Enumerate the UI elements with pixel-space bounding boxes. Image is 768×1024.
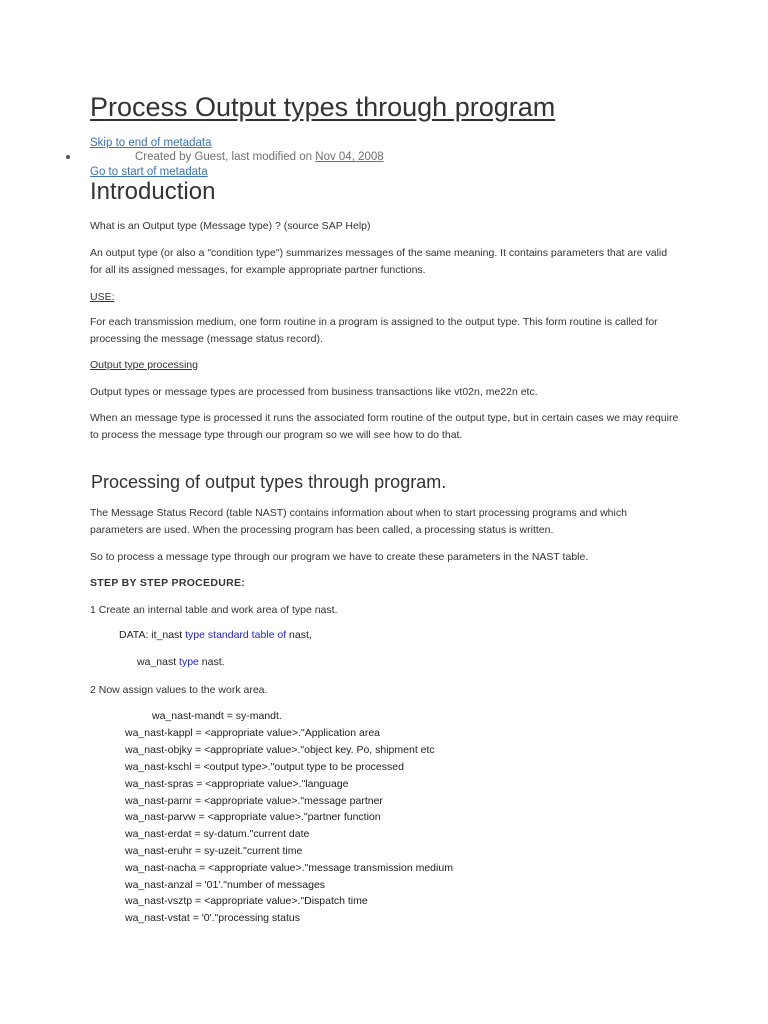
go-to-start-link[interactable]: Go to start of metadata — [90, 166, 208, 178]
processing-heading: Processing of output types through program. — [91, 472, 447, 492]
use-label: USE: — [90, 291, 115, 303]
skip-to-end-link[interactable]: Skip to end of metadata — [90, 137, 212, 149]
step-1-text: 1 Create an internal table and work area of type nast. — [90, 604, 338, 616]
output-type-processing-label: Output type processing — [90, 359, 198, 371]
processing-paragraph-parameters: So to process a message type through our program we have to create these parameters in the NAST table. — [90, 551, 589, 563]
code-line: wa_nast-nacha = <appropriate value>."message transmission medium — [125, 862, 453, 874]
code-line: wa_nast-parnr = <appropriate value>."message partner — [125, 795, 383, 807]
code-line: wa_nast-kappl = <appropriate value>."Application area — [125, 727, 381, 739]
step-2-text: 2 Now assign values to the work area. — [90, 684, 268, 696]
code-line: wa_nast-spras = <appropriate value>."language — [125, 778, 349, 790]
processing-paragraph-nast: The Message Status Record (table NAST) contains information about when to start processing programs and which parameters are used. When the processing program has been called, a processing status is written. — [90, 507, 627, 536]
intro-question: What is an Output type (Message type) ? (source SAP Help) — [90, 220, 371, 232]
code-token: nast. — [198, 656, 225, 668]
code-token: DATA: it_nast — [119, 629, 186, 641]
code-line-work-area — [137, 656, 225, 668]
introduction-heading: Introduction — [90, 178, 216, 205]
code-line: wa_nast-kschl = <output type>."output type to be processed — [125, 761, 404, 773]
intro-paragraph-transactions: Output types or message types are processed from business transactions like vt02n, me22n etc. — [90, 386, 538, 398]
intro-paragraph-message-type: When an message type is processed it runs the associated form routine of the output type, but in certain cases we may require to process the message type through our program so we will see how to do that. — [90, 412, 679, 441]
step-by-step-heading: STEP BY STEP PROCEDURE: — [90, 577, 246, 589]
metadata-text: Created by Guest, last modified on — [135, 151, 316, 163]
code-line: wa_nast-erdat = sy-datum."current date — [125, 828, 310, 840]
code-line-data-declaration — [119, 629, 312, 641]
code-line: wa_nast-mandt = sy-mandt. — [152, 710, 282, 722]
code-line: wa_nast-objky = <appropriate value>."object key. Po, shipment etc — [125, 744, 435, 756]
code-token: nast, — [286, 629, 312, 641]
page-title: Process Output types through program — [90, 92, 556, 122]
page-metadata — [135, 151, 384, 163]
code-keyword: type standard table of — [185, 629, 287, 641]
code-token: wa_nast — [137, 656, 180, 668]
bullet-dot — [66, 155, 70, 159]
code-keyword: type — [179, 656, 199, 668]
code-line: wa_nast-parvw = <appropriate value>."partner function — [125, 811, 381, 823]
intro-paragraph-use: For each transmission medium, one form routine in a program is assigned to the output type. This form routine is called for processing the message (message status record). — [90, 316, 658, 345]
code-line: wa_nast-vsztp = <appropriate value>."Dispatch time — [125, 895, 368, 907]
intro-paragraph-output-type: An output type (or also a "condition type") summarizes messages of the same meaning. It contains parameters that are valid for all its assigned messages, for example appropriate partner functions. — [90, 247, 668, 276]
code-line: wa_nast-anzal = '01'."number of messages — [125, 879, 326, 891]
code-line: wa_nast-vstat = '0'."processing status — [125, 912, 300, 924]
code-line: wa_nast-eruhr = sy-uzeit."current time — [125, 845, 303, 857]
modified-date-link[interactable]: Nov 04, 2008 — [315, 151, 384, 163]
